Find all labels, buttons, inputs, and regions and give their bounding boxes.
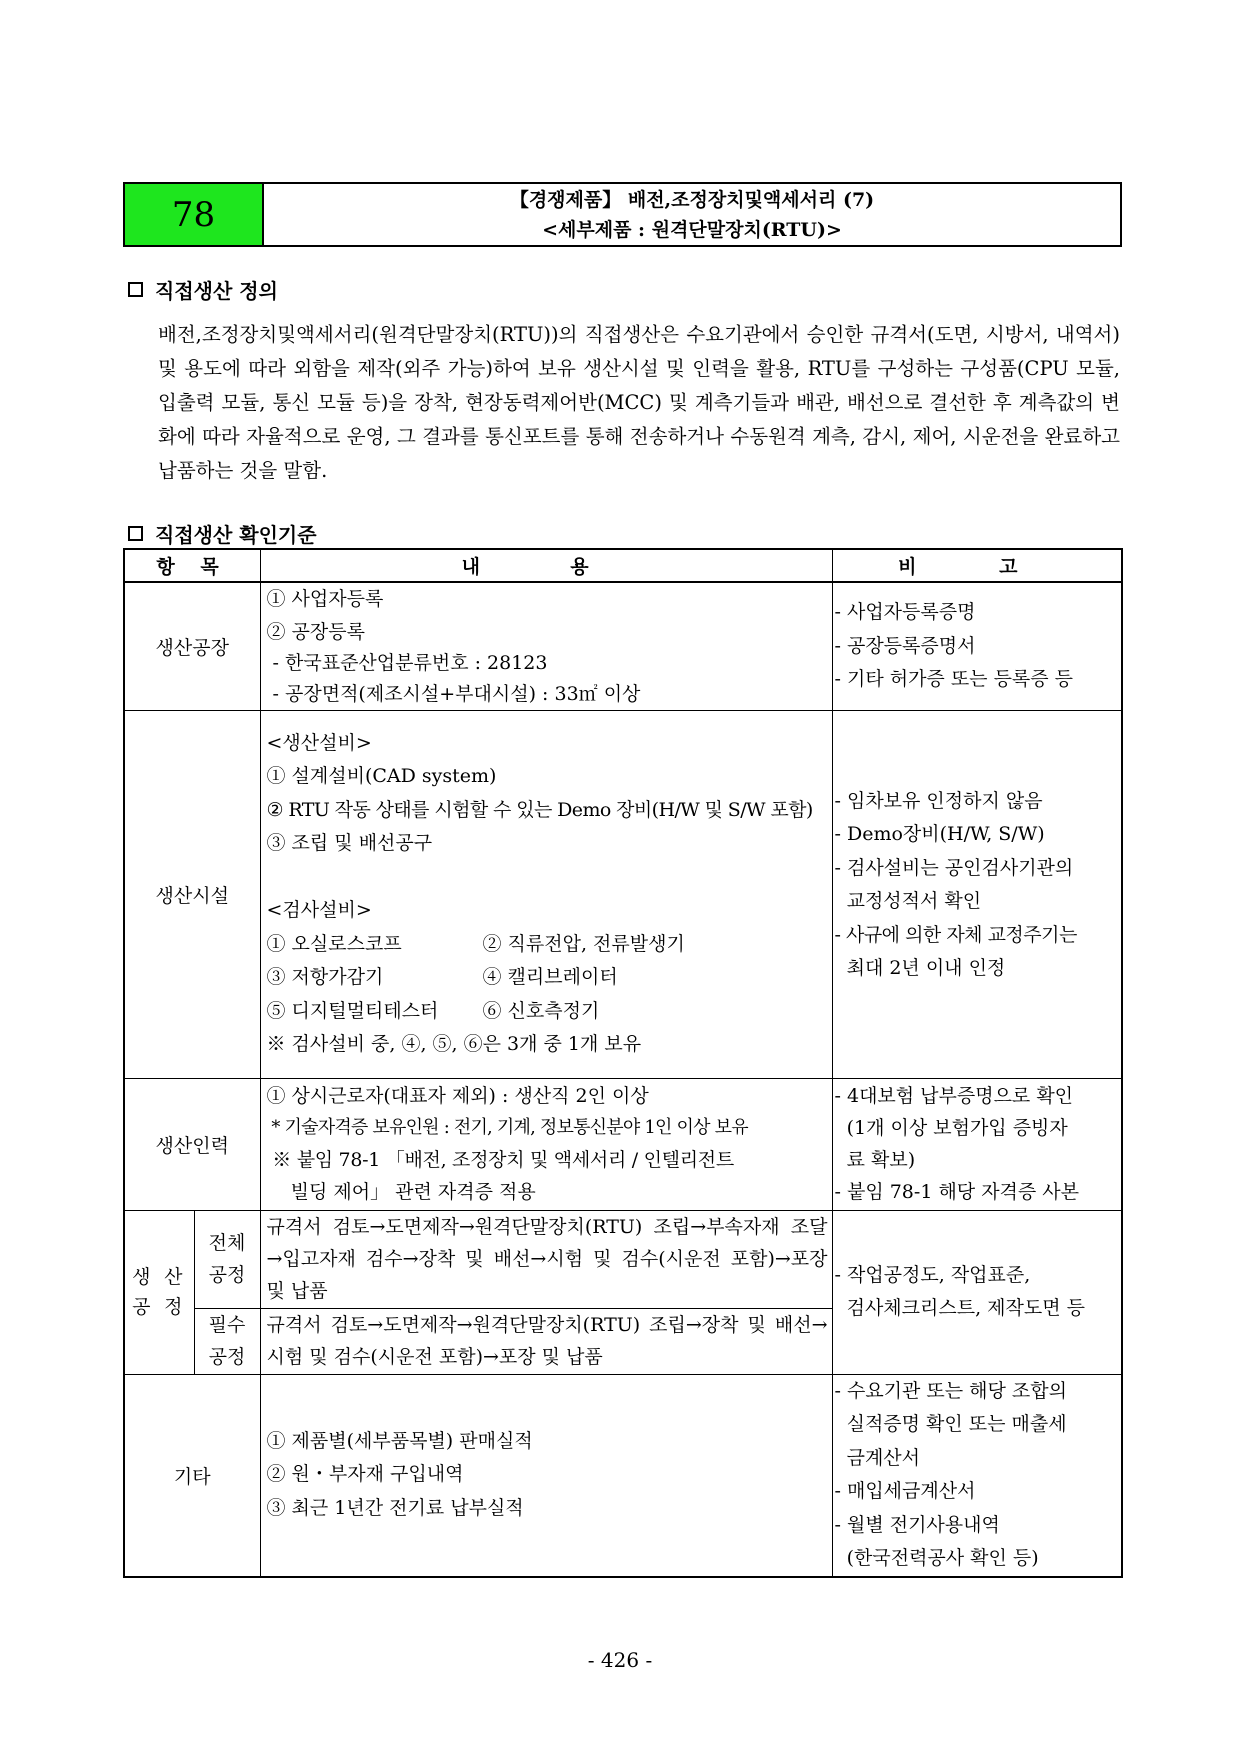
list-item: - 한국표준산업분류번호 : 28123 [266,651,548,674]
row-content [260,1374,832,1577]
remark-item: 금계산서 [834,1446,921,1469]
section-heading-definition [128,275,278,304]
row-label: 생 산 공 정 [124,1210,194,1374]
row-label: 생산공장 [124,582,260,710]
process-full: 규격서 검토→도면제작→원격단말장치(RTU) 조립→부속자재 조달→입고자재 검수→장착 및 배선→시험 및 검수(시운전 포함)→포장 및 납품 [260,1210,832,1308]
remark-item: - 4대보험 납부증명으로 확인 [834,1085,1074,1107]
list-item: <검사설비> [266,899,372,921]
inspect-item: ⑥ 신호측정기 [482,999,600,1022]
remark-item: 최대 2년 이내 인정 [834,957,1006,979]
row-content [260,710,832,1078]
note: ※ 검사설비 중, ④, ⑤, ⑥은 3개 중 1개 보유 [266,1033,642,1055]
remark-item: - 매입세금계산서 [834,1480,976,1502]
row-remarks [832,1374,1122,1577]
remark-item: 실적증명 확인 또는 매출세 [834,1413,1067,1435]
list-item: * 기술자격증 보유인원 : 전기, 기계, 정보통신분야 1인 이상 보유 [266,1117,748,1138]
remark-item: - 검사설비는 공인검사기관의 [834,856,1074,879]
row-remarks [832,1210,1122,1374]
remark-item: - Demo장비(H/W, S/W) [834,823,1045,845]
inspect-item: ② 직류전압, 전류발생기 [482,932,685,955]
col-header-remarks: 비 고 [832,549,1122,582]
inspect-item: ① 오실로스코프 [266,932,402,955]
section-heading-text: 직접생산 정의 [155,279,278,303]
title-area [264,184,1120,245]
remark-item: - 수요기관 또는 해당 조합의 [834,1379,1067,1402]
row-content [260,582,832,710]
row-label: 생산인력 [124,1078,260,1210]
remark-item: - 사규에 의한 자체 교정주기는 [834,923,1077,946]
item-number: 78 [125,184,264,245]
checkbox-square-icon [128,282,143,297]
list-item [267,961,832,995]
remark-item: - 붙임 78-1 해당 자격증 사본 [834,1181,1080,1203]
table-row [124,1078,1122,1210]
list-item [267,995,832,1029]
remark-item: 료 확보) [834,1149,916,1171]
checkbox-square-icon [128,526,143,541]
remark-item: 검사체크리스트, 제작도면 등 [834,1297,1085,1319]
sub-label-required: 필수 공정 [194,1308,260,1374]
list-item: <생산설비> [266,731,372,754]
inspect-item: ⑤ 디지털멀티테스터 [266,999,439,1022]
list-item: ② 원・부자재 구입내역 [266,1463,464,1486]
list-item: ① 설계설비(CAD system) [266,765,497,787]
page-number: - 426 - [587,1648,653,1672]
list-item: - 공장면적(제조시설+부대시설) : 33㎡ 이상 [266,682,641,705]
row-content [260,1078,832,1210]
table-row [124,710,1122,1078]
process-required: 규격서 검토→도면제작→원격단말장치(RTU) 조립→장착 및 배선→시험 및 검수(시운전 포함)→포장 및 납품 [260,1308,832,1374]
list-item: ② RTU 작동 상태를 시험할 수 있는 Demo 장비(H/W 및 S/W 포함) [266,798,813,821]
remark-item: - 작업공정도, 작업표준, [834,1263,1031,1286]
table-row [124,582,1122,710]
remark-item: - 공장등록증명서 [834,634,976,657]
row-label: 생산시설 [124,710,260,1078]
remark-item: - 월별 전기사용내역 [834,1513,1000,1536]
list-item [267,861,832,895]
list-item: 빌딩 제어」 관련 자격증 적용 [266,1181,536,1203]
list-item [267,928,832,962]
list-item: ① 상시근로자(대표자 제외) : 생산직 2인 이상 [266,1085,649,1107]
list-item: ③ 조립 및 배선공구 [266,832,433,854]
row-remarks [832,1078,1122,1210]
remark-item: - 임차보유 인정하지 않음 [834,789,1043,812]
table-row [124,1210,1122,1308]
remark-item: - 사업자등록증명 [834,601,976,623]
criteria-table [123,548,1123,1578]
inspect-item: ④ 캘리브레이터 [482,966,618,988]
page-subtitle: <세부제품 : 원격단말장치(RTU)> [542,218,842,241]
col-header-item: 항 목 [124,549,260,582]
remark-item: (1개 이상 보험가입 증빙자 [834,1117,1068,1139]
col-header-content: 내 용 [260,549,832,582]
list-item: ③ 최근 1년간 전기료 납부실적 [266,1496,524,1519]
table-header-row [124,549,1122,582]
remark-item: (한국전력공사 확인 등) [834,1547,1039,1569]
row-label: 기타 [124,1374,260,1577]
list-item: ② 공장등록 [266,620,365,643]
section-heading-criteria [128,519,317,548]
list-item: ① 사업자등록 [266,588,384,610]
row-remarks [832,710,1122,1078]
definition-paragraph: 배전,조정장치및액세서리(원격단말장치(RTU))의 직접생산은 수요기관에서 승인한 규격서(도면, 시방서, 내역서) 및 용도에 따라 외함을 제작(외주 가능)하여 보유 생산시설 및 인력을 활용, RTU를 구성하는 구성품(CPU 모듈, 입출력 모듈, 통신 모듈 등)을 장착, 현장동력제어반(MCC) 및 계측기들과 배관, 배선으로 결선한 후 계측값의 변화에 따라 자율적으로 운영, 그 결과를 통신포트를 통해 전송하거나 수동원격 계측, 감시, 제어, 시운전을 완료하고 납품하는 것을 말함. [158,323,1120,482]
row-remarks [832,582,1122,710]
table-row [124,1374,1122,1577]
list-item: ① 제품별(세부품목별) 판매실적 [266,1429,533,1452]
page-title: 【경쟁제품】 배전,조정장치및액세서리 (7) [509,188,875,211]
sub-label-full: 전체 공정 [194,1210,260,1308]
list-item: ※ 붙임 78-1 「배전, 조정장치 및 액세서리 / 인텔리전트 [266,1149,734,1171]
section-heading-text: 직접생산 확인기준 [155,523,317,547]
inspect-item: ③ 저항가감기 [266,966,384,988]
remark-item: - 기타 허가증 또는 등록증 등 [834,668,1074,690]
remark-item: 교정성적서 확인 [834,890,982,912]
title-box [123,182,1122,247]
